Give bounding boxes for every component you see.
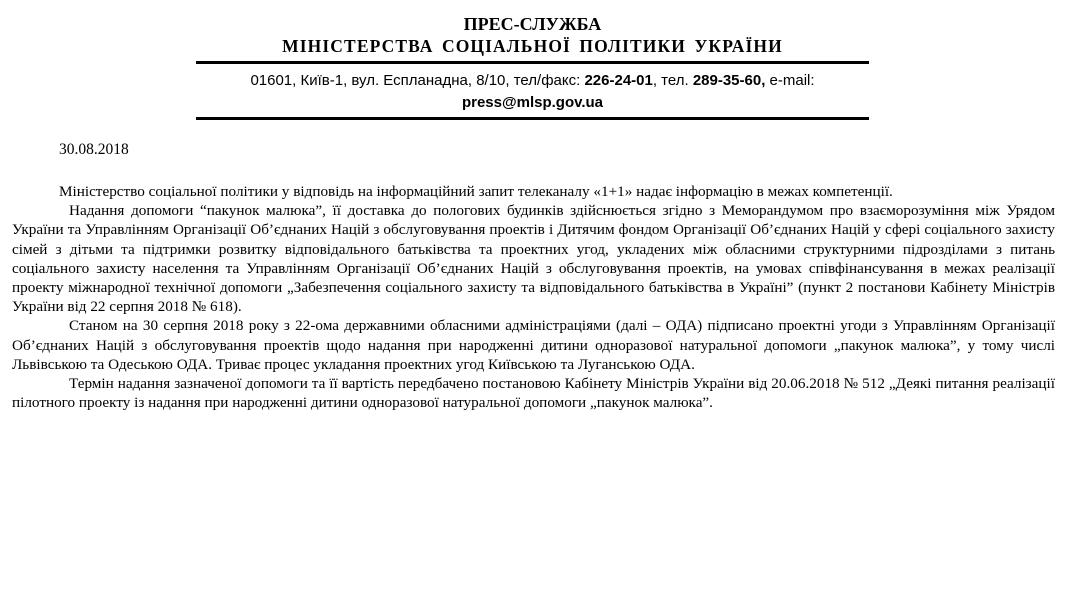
document-body xyxy=(12,182,1055,412)
email-label: e-mail: xyxy=(765,72,815,89)
address-text: 01601, Київ-1, вул. Еспланадна, 8/10, тел/факс: xyxy=(250,72,585,89)
press-service-title: ПРЕС-СЛУЖБА xyxy=(463,14,602,34)
ministry-name: МІНІСТЕРСТВА СОЦІАЛЬНОЇ ПОЛІТИКИ УКРАЇНИ xyxy=(282,36,783,56)
letterhead-top-rule xyxy=(196,61,869,64)
fax-number: 226-24-01 xyxy=(584,72,653,89)
phone-label: , тел. xyxy=(652,72,693,89)
paragraph-agreements-status: Станом на 30 серпня 2018 року з 22-ома державними обласними адміністраціями (далі – ОДА) підписано проектні угоди з Управлінням Організації Об’єднаних Націй з обслуговування проектів щодо надання при народженні дитини одноразової натуральної допомоги „пакунок малюка”, у тому числі Львівською та Одеською ОДА. Триває процес укладання проектних угод Київською та Луганською ОДА. xyxy=(12,317,1055,373)
document-date: 30.08.2018 xyxy=(59,141,129,158)
letterhead-bottom-rule xyxy=(196,117,869,120)
contact-line xyxy=(196,70,869,92)
paragraph-memorandum: Надання допомоги “пакунок малюка”, її доставка до пологових будинків здійснюється згідно з Меморандумом про взаєморозуміння між Урядом України та Управлінням Організації Об’єднаних Націй з обслуговування проектів і Дитячим фондом Організації Об’єднаних Націй у сфері соціального захисту сімей з дітьми та підтримки розвитку відповідального батьківства та проектних угод, укладених між обласними структурними підрозділами з питань соціального захисту населення та Управлінням Організації Об’єднаних Націй з обслуговування проектів, на умовах співфінансування в межах реалізації проекту міжнародної технічної допомоги „Забезпечення соціального захисту та відповідального батьківства в Україні” (пункт 2 постанови Кабінету Міністрів України від 22 серпня 2018 № 618). xyxy=(12,202,1055,316)
letterhead xyxy=(196,14,869,120)
email-address[interactable]: press@mlsp.gov.ua xyxy=(461,94,604,111)
phone-number: 289-35-60, xyxy=(692,72,766,89)
paragraph-resolution: Термін надання зазначеної допомоги та її вартість передбачено постановою Кабінету Міністрів України від 20.06.2018 № 512 „Деякі питання реалізації пілотного проекту із надання при народженні дитини одноразової натуральної допомоги „пакунок малюка”. xyxy=(12,375,1055,412)
paragraph-intro: Міністерство соціальної політики у відповідь на інформаційний запит телеканалу «1+1» надає інформацію в межах компетенції. xyxy=(59,183,893,200)
